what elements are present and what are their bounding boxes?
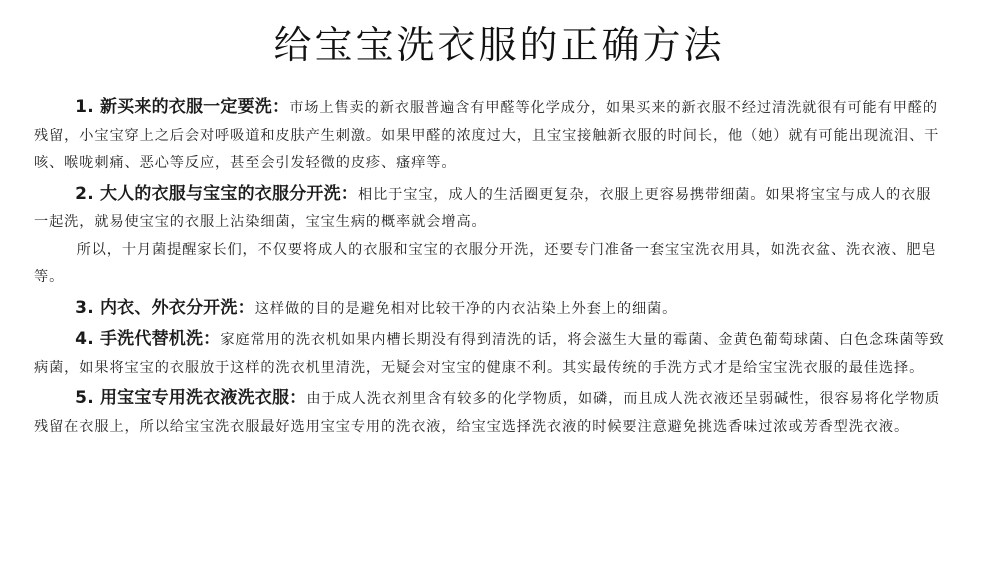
section-text: 所以，十月菌提醒家长们，不仅要将成人的衣服和宝宝的衣服分开洗，还要专门准备一套宝宝洗衣用具，如洗衣盆、洗衣液、肥皂等。 [34,241,937,285]
section-heading: 2. 大人的衣服与宝宝的衣服分开洗： [75,183,358,204]
section-heading: 4. 手洗代替机洗： [75,329,221,349]
section-heading: 1. 新买来的衣服一定要洗： [75,97,290,117]
section-separate-adult-baby [34,181,946,237]
section-heading: 3. 内衣、外衣分开洗： [75,297,255,318]
section-hand-wash [34,326,946,382]
section-new-clothes [34,94,946,178]
section-text: 家庭常用的洗衣机如果内槽长期没有得到清洗的话，将会滋生大量的霉菌、金黄色葡萄球菌、白色念珠菌等致病菌，如果将宝宝的衣服放于这样的洗衣机里清洗，无疑会对宝宝的健康不利。其实最传统的手洗方式才是给宝宝洗衣服的最佳选择。 [34,332,945,376]
section-baby-detergent [34,385,946,441]
article-body [34,94,946,444]
section-heading: 5. 用宝宝专用洗衣液洗衣服： [75,388,307,408]
article-title: 给宝宝洗衣服的正确方法 [273,23,725,67]
section-text: 相比于宝宝，成人的生活圈更复杂，衣服上更容易携带细菌。如果将宝宝与成人的衣服一起洗，就易使宝宝的衣服上沾染细菌，宝宝生病的概率就会增高。 [34,186,932,230]
section-text: 市场上售卖的新衣服普遍含有甲醛等化学成分，如果买来的新衣服不经过清洗就很有可能有甲醛的残留，小宝宝穿上之后会对呼吸道和皮肤产生刺激。如果甲醛的浓度过大，且宝宝接触新衣服的时间长，他（她）就有可能出现流泪、干咳、喉咙刺痛、恶心等反应，甚至会引发轻微的皮疹、瘙痒等。 [34,100,940,171]
section-underwear-outerwear [34,295,946,324]
section-text: 由于成人洗衣剂里含有较多的化学物质，如磷，而且成人洗衣液还呈弱碱性，很容易将化学物质残留在衣服上，所以给宝宝洗衣服最好选用宝宝专用的洗衣液，给宝宝选择洗衣液的时候要注意避免挑选香味过浓或芳香型洗衣液。 [34,391,941,435]
section-text: 这样做的目的是避免相对比较干净的内衣沾染上外套上的细菌。 [254,300,678,317]
section-reminder [34,237,946,292]
